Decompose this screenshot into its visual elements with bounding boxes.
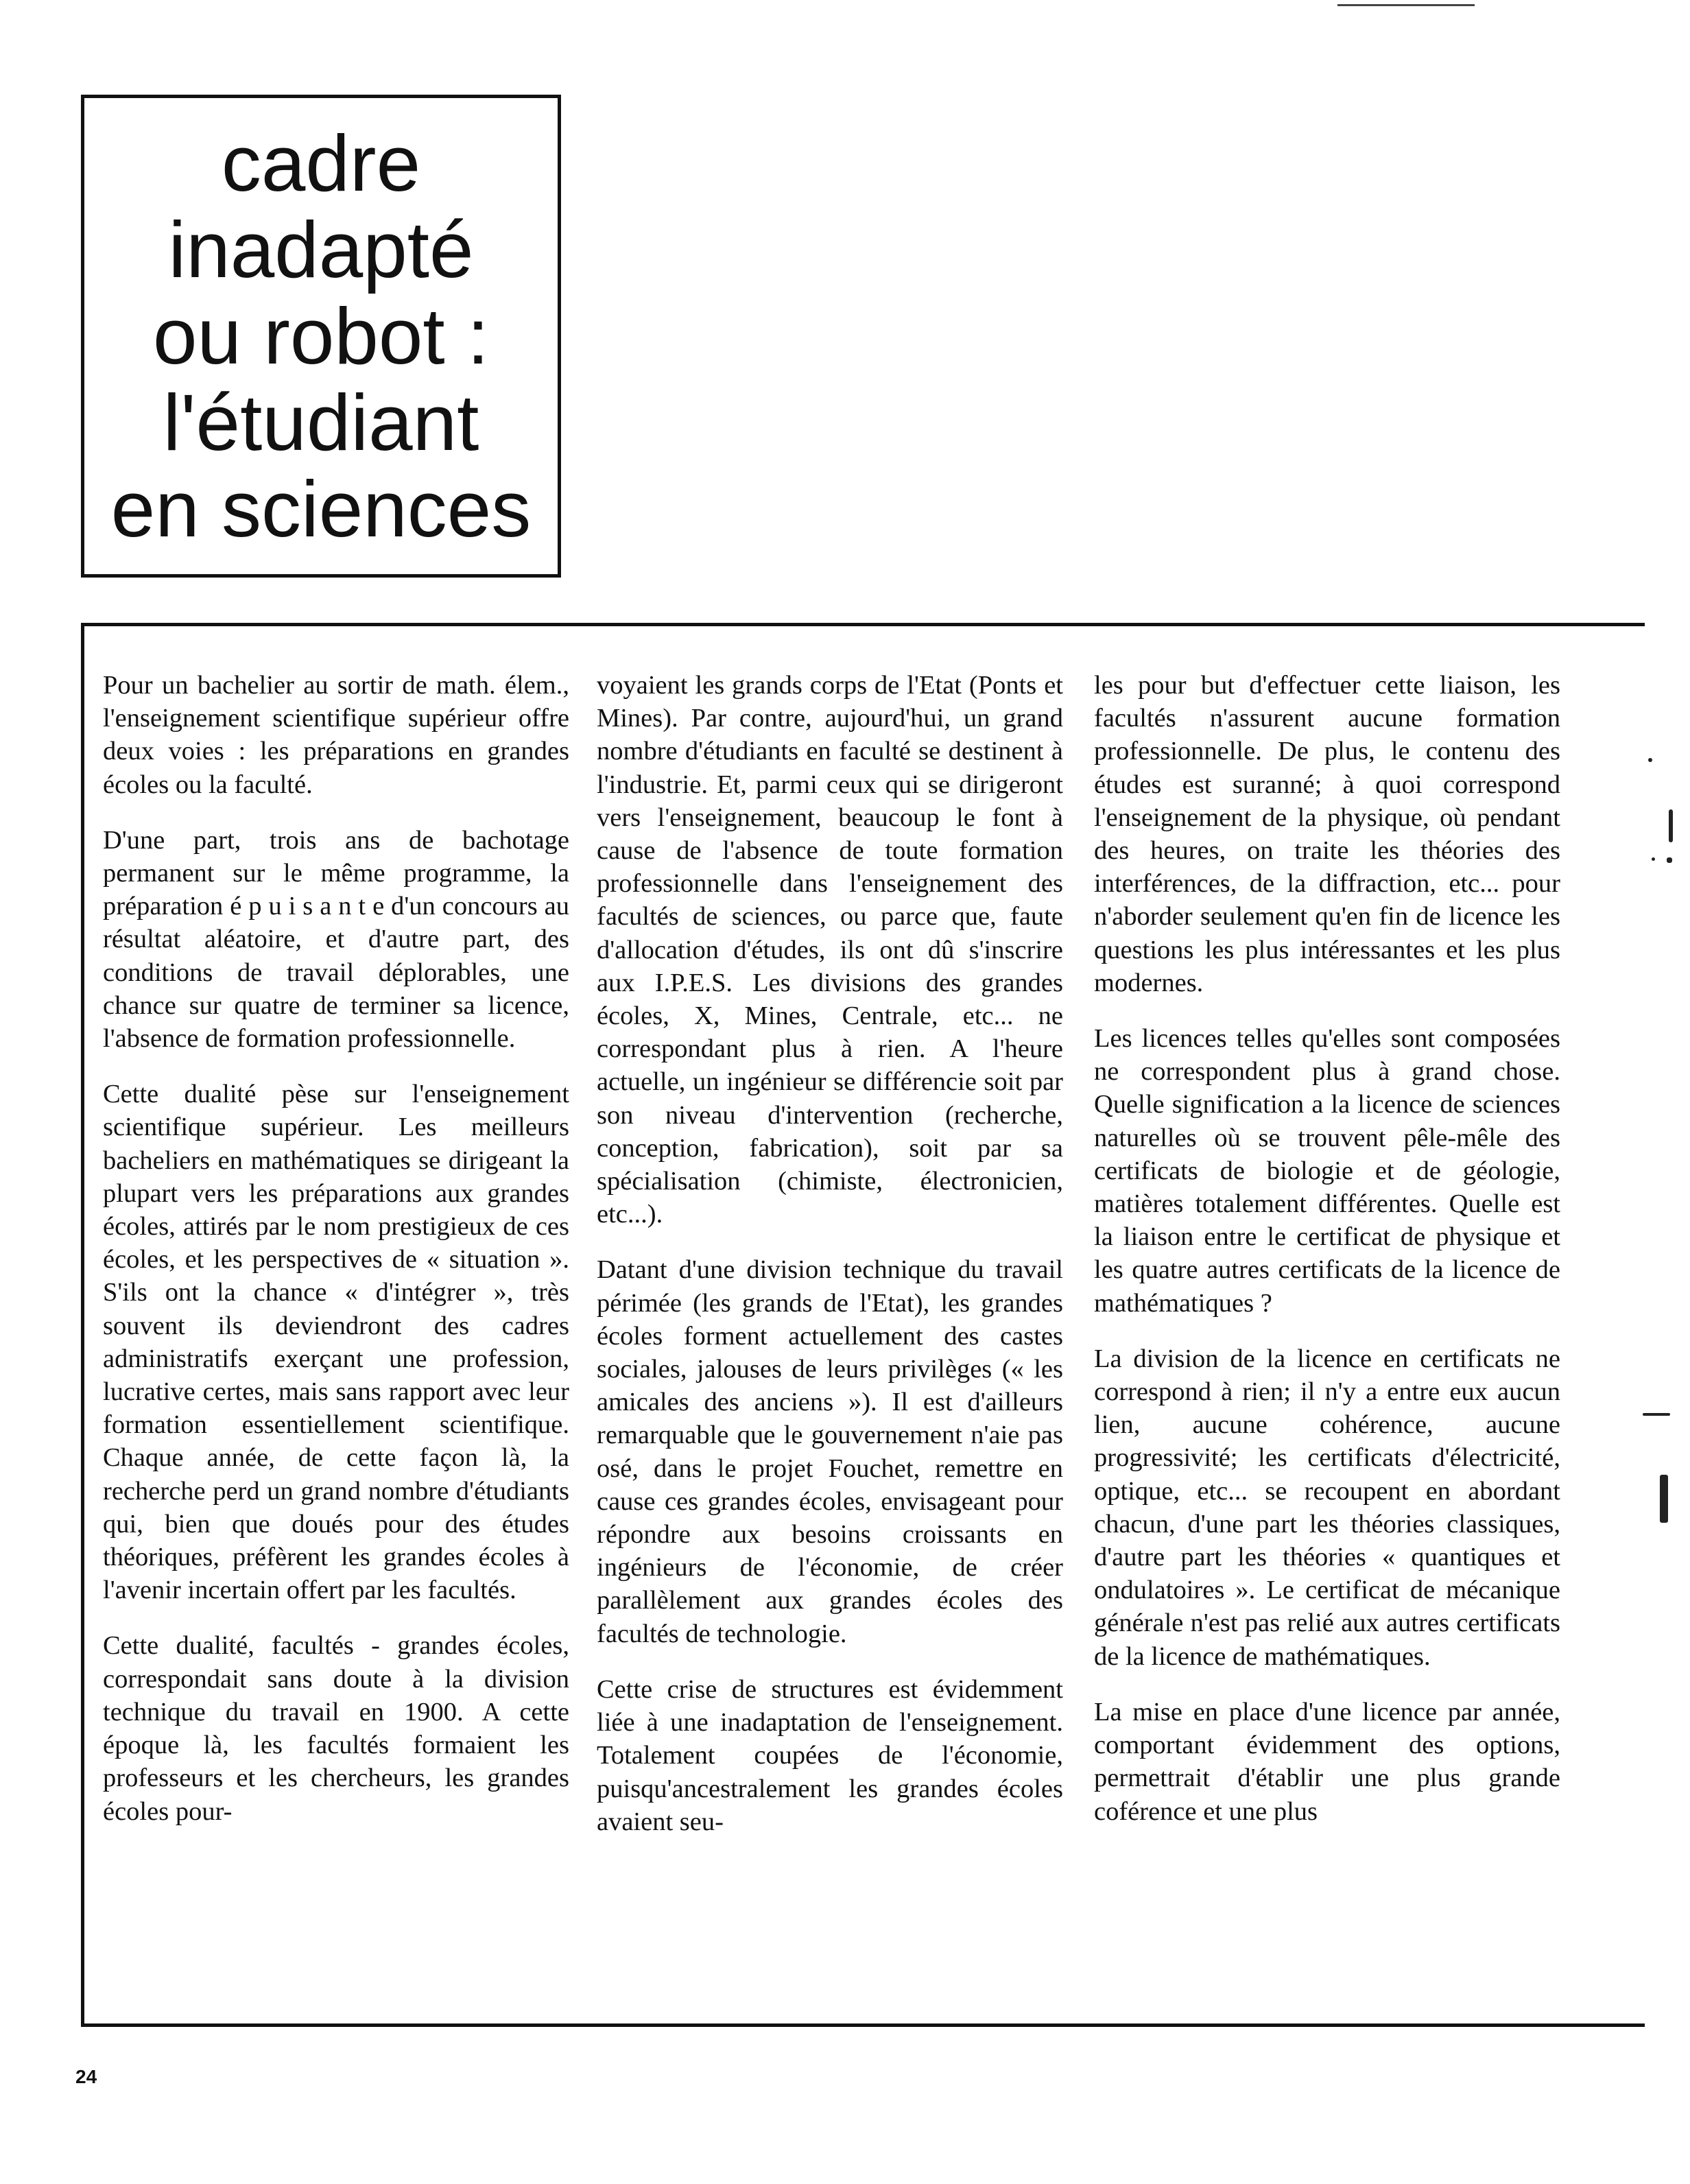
margin-mark — [1669, 809, 1673, 842]
top-edge-rule — [1337, 4, 1475, 6]
top-divider-rule — [81, 623, 1645, 626]
paragraph: La division de la licence en certificats ne correspond à rien; il n'y a entre eux aucun lien, aucune cohérence, aucune progressivité; les certificats d'électricité, optique, etc... se recoupent en abordant chacun, d'une part les théories classiques, d'autre part les théories « quantiques et ondulatoires ». Le certificat de mécanique générale n'est pas relié aux autres certificats de la licence de mathématiques. — [1094, 1344, 1560, 1671]
title-line: ou robot : — [152, 292, 490, 381]
paragraph: voyaient les grands corps de l'Etat (Ponts et Mines). Par contre, aujourd'hui, un grand nombre d'étudiants en faculté se destinent à l'industrie. Et, parmi ceux qui se dirigeront vers l'enseignement, beaucoup le font à cause de l'absence de toute formation professionnelle dans l'enseignement des facultés de sciences, ou parce que, faute d'allocation d'études, ils ont dû s'inscrire aux I.P.E.S. Les divisions des grandes écoles, X, Mines, Centrale, etc... ne correspondant plus à rien. A l'heure actuelle, un ingénieur se différencie soit par son niveau d'intervention (recherche, conception, fabrication), soit par sa spécialisation (chimiste, électronicien, etc...). — [597, 671, 1063, 1229]
paragraph: Cette crise de structures est évidemment liée à une inadaptation de l'enseignement. Totalement coupées de l'économie, puisqu'ancestralement les grandes écoles avaient seu- — [597, 1674, 1063, 1836]
page-number: 24 — [75, 2066, 97, 2087]
left-frame-rule — [81, 623, 84, 2026]
paragraph: Les licences telles qu'elles sont composées ne correspondent plus à grand chose. Quelle signification a la licence de sciences naturelles où se trouvent pêle-mêle des certificats de biologie et de géologie, matières totalement différentes. Quelle est la liaison entre le certificat de physique et les quatre autres certificats de la licence de mathématiques ? — [1094, 1024, 1560, 1318]
title-line: l'étudiant — [163, 378, 479, 467]
paragraph: Datant d'une division technique du travail périmée (les grands de l'Etat), les grandes écoles forment actuellement des castes sociales, jalouses de leurs privilèges (« les amicales des anciens »). Il est d'ailleurs remarquable que le gouvernement n'aie pas osé, dans le projet Fouchet, remettre en cause ces grandes écoles, envisageant pour répondre aux besoins croissants en ingénieurs de l'économie, de créer parallèlement aux grandes écoles des facultés de technologie. — [597, 1255, 1063, 1648]
paragraph: Cette dualité, facultés - grandes écoles, correspondait sans doute à la division technique du travail en 1900. A cette époque là, les facultés formaient les professeurs et les chercheurs, les grandes écoles pour- — [103, 1631, 569, 1826]
paragraph: Pour un bachelier au sortir de math. élem., l'enseignement scientifique supérieur offre deux voies : les préparations en grandes écoles ou la faculté. — [103, 671, 569, 799]
title-line: inadapté — [168, 205, 474, 294]
paragraph: La mise en place d'une licence par année, comportant évidemment des options, permettrait d'établir une plus grande coférence et une plus — [1094, 1697, 1560, 1826]
text-column-1 — [103, 669, 569, 1851]
title-box — [81, 95, 561, 578]
paragraph: les pour but d'effectuer cette liaison, les facultés n'assurent aucune formation professionnelle. De plus, le contenu des études est suranné; à quoi correspond l'enseignement de la physique, où pendant des heures, on traite les théories des interférences, de la diffraction, etc... pour n'aborder seulement qu'en fin de licence les questions les plus intéressantes et les plus modernes. — [1094, 671, 1560, 997]
text-column-3 — [1094, 669, 1560, 1851]
paragraph: D'une part, trois ans de bachotage permanent sur le même programme, la préparation é p u i s a n t e d'un concours au résultat aléatoire, et d'autre part, des conditions de travail déplorables, une chance sur quatre de terminer sa licence, l'absence de formation professionnelle. — [103, 825, 569, 1054]
margin-mark — [1652, 857, 1655, 861]
title-line: cadre — [221, 119, 421, 208]
margin-mark — [1667, 857, 1672, 863]
text-column-2 — [597, 669, 1063, 1861]
margin-mark — [1648, 758, 1652, 762]
margin-mark — [1643, 1413, 1670, 1416]
bottom-divider-rule — [81, 2023, 1645, 2027]
paragraph: Cette dualité pèse sur l'enseignement scientifique supérieur. Les meilleurs bacheliers en mathématiques se dirigeant la plupart vers les préparations aux grandes écoles, attirés par le nom prestigieux de ces écoles, et les perspectives de « situation ». S'ils ont la chance « d'intégrer », très souvent ils deviendront des cadres administratifs exerçant une profession, lucrative certes, mais sans rapport avec leur formation essentiellement scientifique. Chaque année, de cette façon là, la recherche perd un grand nombre d'étudiants qui, bien que doués pour des études théoriques, préfèrent les grandes écoles à l'avenir incertain offert par les facultés. — [103, 1080, 569, 1605]
margin-mark — [1660, 1475, 1668, 1523]
title-line: en sciences — [110, 464, 532, 554]
